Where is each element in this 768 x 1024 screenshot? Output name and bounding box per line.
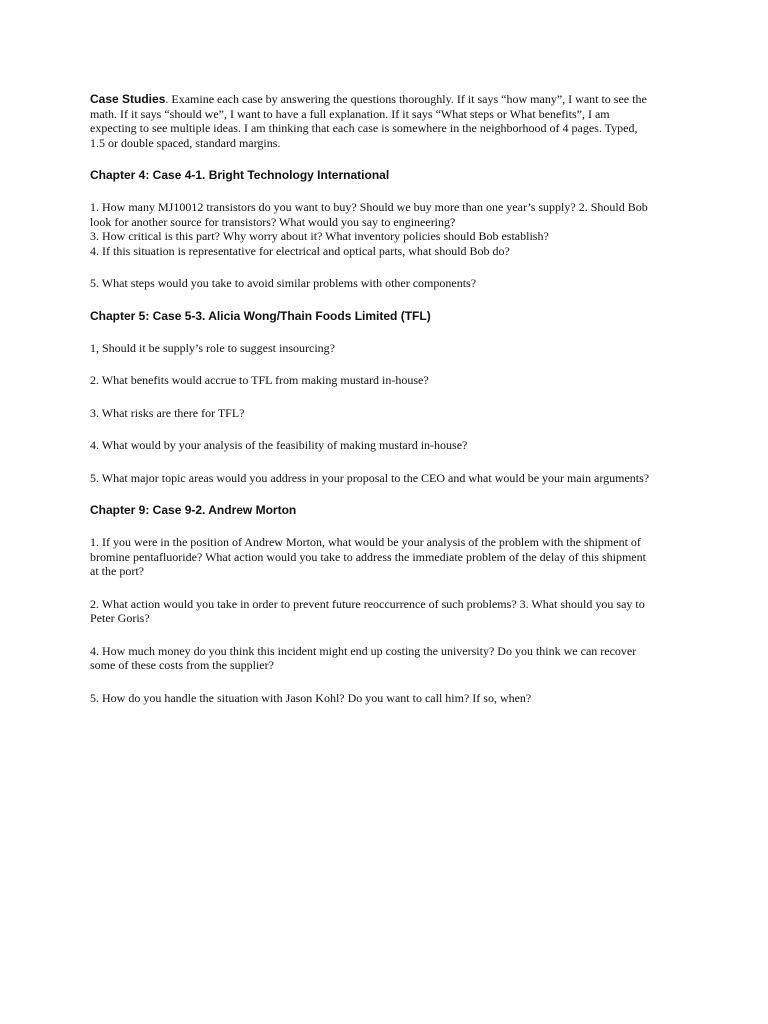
chapter-5-heading: Chapter 5: Case 5-3. Alicia Wong/Thain Foods Limited (TFL) xyxy=(90,308,431,323)
chapter-4-q3: 3. How critical is this part? Why worry about it? What inventory policies should Bob establish? xyxy=(90,229,549,243)
chapter-9-q4-line-2: some of these costs from the supplier? xyxy=(90,658,274,672)
chapter-9-q1-line-1: 1. If you were in the position of Andrew Morton, what would be your analysis of the problem with the shipment of xyxy=(90,535,641,549)
chapter-9-heading: Chapter 9: Case 9-2. Andrew Morton xyxy=(90,503,297,517)
chapter-9-q1 xyxy=(90,535,690,579)
chapter-5-q4: 4. What would by your analysis of the feasibility of making mustard in-house? xyxy=(90,438,468,452)
chapter-5-q2: 2. What benefits would accrue to TFL from making mustard in-house? xyxy=(90,373,429,387)
intro-line-1-text: . Examine each case by answering the questions thoroughly. If it says “how many”, I want to see the xyxy=(165,92,647,106)
chapter-9-q4 xyxy=(90,644,690,673)
chapter-4-q1-line-1: 1. How many MJ10012 transistors do you want to buy? Should we buy more than one year’s supply? 2. Should Bob xyxy=(90,200,648,214)
chapter-4-q1-line-2: look for another source for transistors? What would you say to engineering? xyxy=(90,214,456,229)
chapter-9-q1-line-2: bromine pentafluoride? What action would you take to address the immediate problem of the delay of this shipment xyxy=(90,549,646,564)
intro-line-1 xyxy=(90,92,690,107)
chapter-5-q5: 5. What major topic areas would you address in your proposal to the CEO and what would be your main arguments? xyxy=(90,470,650,485)
intro-line-2: math. If it says “should we”, I want to have a full explanation. If it says “What steps or What benefits”, I am xyxy=(90,106,610,121)
chapter-9-q2-line-1: 2. What action would you take in order to prevent future reoccurrence of such problems? 3. What should you say to xyxy=(90,596,645,611)
chapter-9-q2 xyxy=(90,597,690,626)
intro-label: Case Studies xyxy=(90,92,166,106)
intro-line-3: expecting to see multiple ideas. I am thinking that each case is somewhere in the neighborhood of 4 pages. Typed, xyxy=(90,121,638,135)
chapter-9-q4-line-1: 4. How much money do you think this incident might end up costing the university? Do you think we can recover xyxy=(90,643,637,658)
chapter-5-q3: 3. What risks are there for TFL? xyxy=(90,405,245,420)
chapter-5-q1: 1, Should it be supply’s role to suggest insourcing? xyxy=(90,340,335,355)
document-page xyxy=(90,92,690,705)
chapter-9-q2-line-2: Peter Goris? xyxy=(90,611,150,625)
chapter-9-q5: 5. How do you handle the situation with Jason Kohl? Do you want to call him? If so, when? xyxy=(90,690,532,705)
chapter-4-q4: 4. If this situation is representative for electrical and optical parts, what should Bob do? xyxy=(90,243,510,258)
intro-line-4: 1.5 or double spaced, standard margins. xyxy=(90,135,281,150)
chapter-9-q1-line-3: at the port? xyxy=(90,564,144,578)
chapter-4-questions-block xyxy=(90,200,690,258)
chapter-4-q5: 5. What steps would you take to avoid similar problems with other components? xyxy=(90,276,477,290)
intro-paragraph xyxy=(90,92,690,150)
chapter-4-heading: Chapter 4: Case 4-1. Bright Technology International xyxy=(90,168,390,182)
